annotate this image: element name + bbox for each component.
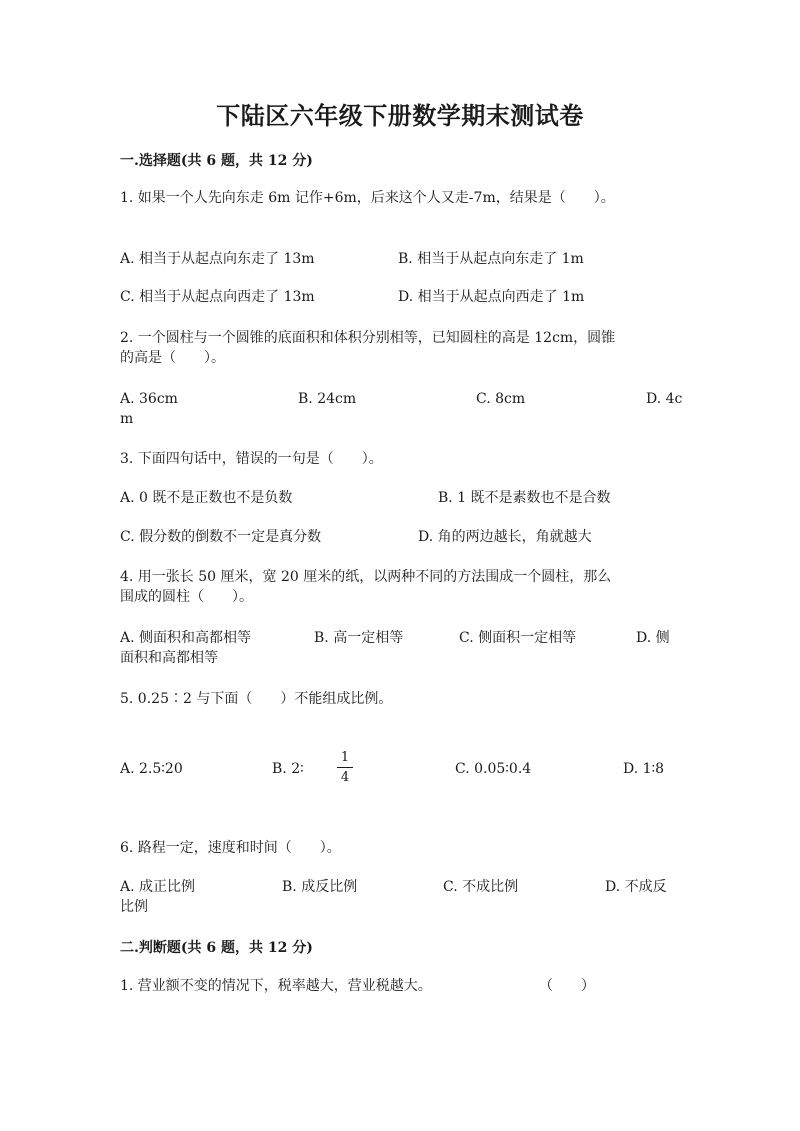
judgement-1-stem: 1. 营业额不变的情况下，税率越大，营业税越大。	[120, 978, 432, 994]
question-3-stem: 3. 下面四句话中，错误的一句是（ ）。	[120, 451, 383, 467]
question-1-option-d: D. 相当于从起点向西走了 1m	[398, 289, 585, 305]
question-1-option-a: A. 相当于从起点向东走了 13m	[120, 251, 315, 267]
question-1-option-b: B. 相当于从起点向东走了 1m	[398, 251, 584, 267]
question-4-option-b: B. 高一定相等	[314, 630, 404, 646]
question-6-stem: 6. 路程一定，速度和时间（ ）。	[120, 840, 341, 856]
question-2-stem-line1: 2. 一个圆柱与一个圆锥的底面积和体积分别相等，已知圆柱的高是 12cm，圆锥	[120, 330, 616, 346]
question-6-option-b: B. 成反比例	[282, 879, 358, 895]
page-title: 下陆区六年级下册数学期末测试卷	[216, 101, 584, 130]
question-2-stem-line2: 的高是（ ）。	[120, 350, 225, 366]
fraction-bar	[337, 767, 353, 768]
question-5-option-c: C. 0.05∶0.4	[455, 761, 532, 777]
question-4-stem-line2: 围成的圆柱（ ）。	[120, 589, 253, 605]
question-2-option-c: C. 8cm	[476, 391, 526, 407]
question-6-option-c: C. 不成比例	[443, 879, 519, 895]
question-4-option-a: A. 侧面积和高都相等	[120, 630, 252, 646]
question-5-fraction	[337, 751, 353, 785]
fraction-numerator: 1	[340, 750, 350, 765]
question-3-option-c: C. 假分数的倒数不一定是真分数	[120, 529, 322, 545]
question-2-option-d: D. 4c	[646, 391, 683, 407]
question-5-stem: 5. 0.25∶2 与下面（ ）不能组成比例。	[120, 691, 393, 707]
question-6-option-d: D. 不成反	[605, 879, 667, 895]
section-heading-choice: 一.选择题(共 6 题，共 12 分)	[120, 153, 313, 169]
question-2-option-a: A. 36cm	[120, 391, 178, 407]
question-4-option-c: C. 侧面积一定相等	[459, 630, 577, 646]
question-3-option-d: D. 角的两边越长，角就越大	[418, 529, 592, 545]
question-6-option-a: A. 成正比例	[120, 879, 196, 895]
question-6-option-d-wrap: 比例	[120, 899, 148, 915]
question-3-option-a: A. 0 既不是正数也不是负数	[120, 490, 293, 506]
question-2-option-b: B. 24cm	[298, 391, 357, 407]
question-3-option-b: B. 1 既不是素数也不是合数	[438, 490, 611, 506]
question-5-option-b: B. 2∶	[272, 761, 304, 777]
question-2-option-d-wrap: m	[120, 411, 134, 427]
question-4-option-d: D. 侧	[636, 630, 670, 646]
judgement-1-blank: （ ）	[539, 978, 595, 994]
fraction-denominator: 4	[340, 770, 350, 785]
question-4-option-d-wrap: 面积和高都相等	[120, 650, 218, 666]
question-5-option-d: D. 1∶8	[623, 761, 665, 777]
section-heading-judgement: 二.判断题(共 6 题，共 12 分)	[120, 940, 313, 956]
question-1-stem: 1. 如果一个人先向东走 6m 记作+6m，后来这个人又走-7m，结果是（ ）。	[120, 190, 615, 206]
question-5-option-a: A. 2.5∶20	[120, 761, 183, 777]
question-1-option-c: C. 相当于从起点向西走了 13m	[120, 289, 315, 305]
question-4-stem-line1: 4. 用一张长 50 厘米，宽 20 厘米的纸，以两种不同的方法围成一个圆柱，那么	[120, 569, 612, 585]
